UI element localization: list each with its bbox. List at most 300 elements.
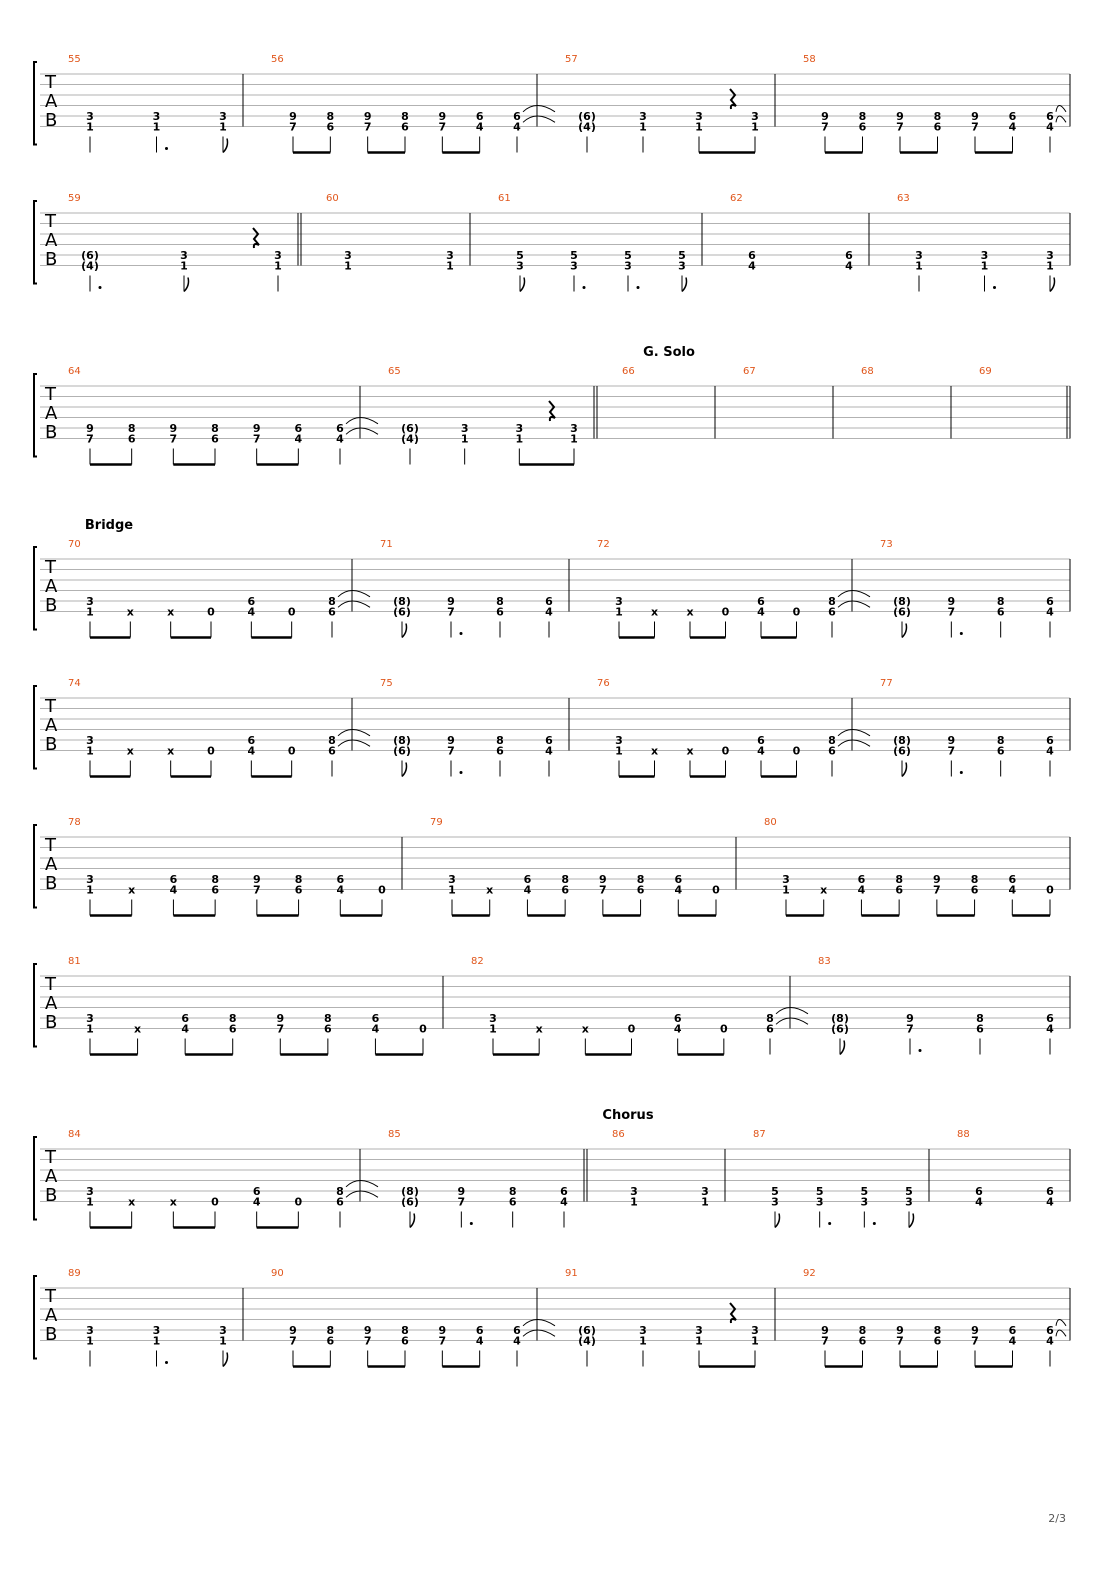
fret-number: (8) (893, 734, 911, 747)
fret-number: 6 (475, 1324, 484, 1337)
fret-number: 7 (896, 1334, 904, 1348)
fret-number: x (581, 1022, 589, 1036)
note-flag (223, 1353, 228, 1367)
fret-number: (6) (401, 1195, 419, 1209)
dot (583, 286, 586, 289)
fret-number: x (167, 605, 175, 619)
fret-number: 4 (1008, 1334, 1017, 1348)
measure-number: 80 (764, 817, 777, 828)
tab-clef-letter: A (45, 230, 58, 251)
fret-number: 7 (447, 605, 455, 619)
fret-number: 3 (615, 595, 623, 608)
fret-number: 6 (895, 883, 903, 897)
fret-number: (6) (831, 1022, 849, 1036)
fret-number: 1 (86, 1022, 94, 1036)
fret-number: 4 (294, 432, 303, 446)
fret-number: 6 (211, 432, 219, 446)
fret-number: 4 (513, 1334, 521, 1348)
fret-number: 6 (294, 422, 303, 435)
fret-number: 9 (252, 422, 261, 435)
fret-number: 1 (448, 883, 456, 897)
fret-number: 6 (328, 744, 336, 758)
fret-number: 4 (757, 744, 765, 758)
fret-number: 1 (152, 1334, 161, 1348)
tie-arc (838, 601, 870, 607)
tab-clef-letter: A (45, 1305, 58, 1326)
fret-number: 1 (695, 1334, 703, 1348)
measure-number: 60 (326, 193, 339, 204)
fret-number: 1 (86, 883, 94, 897)
tie-arc (523, 1330, 555, 1336)
note-flag (1050, 278, 1055, 292)
fret-number: 8 (496, 734, 504, 747)
fret-number: x (128, 883, 136, 897)
fret-number: 1 (86, 605, 94, 619)
measure-number: 55 (68, 54, 81, 65)
fret-number: 3 (448, 873, 456, 886)
fret-number: 0 (287, 605, 296, 619)
fret-number: 4 (252, 1195, 261, 1209)
fret-number: 1 (86, 1334, 94, 1348)
dot (960, 771, 963, 774)
section-title: Chorus (602, 1108, 654, 1123)
fret-number: x (167, 744, 175, 758)
fret-number: 9 (169, 422, 178, 435)
tab-clef-letter: B (45, 1324, 58, 1345)
fret-number: 0 (792, 744, 801, 758)
fret-number: 6 (371, 1012, 380, 1025)
fret-number: 3 (152, 110, 161, 123)
fret-number: 0 (792, 605, 801, 619)
tie-arc (523, 106, 555, 112)
fret-number: 0 (712, 883, 720, 897)
tab-clef-letter: T (45, 974, 56, 995)
fret-number: 0 (627, 1022, 636, 1036)
fret-number: 7 (896, 120, 904, 134)
tab-clef-letter: T (45, 211, 56, 232)
tie-arc (346, 1191, 378, 1197)
tab-clef-letter: T (45, 835, 56, 856)
fret-number: 1 (639, 120, 647, 134)
fret-number: 4 (169, 883, 178, 897)
fret-number: 3 (905, 1195, 913, 1209)
fret-number: 4 (513, 120, 521, 134)
fret-number: 9 (947, 595, 956, 608)
tab-clef-letter: A (45, 91, 58, 112)
fret-number: 6 (673, 1012, 682, 1025)
tie-arc (338, 601, 370, 607)
fret-number: 6 (933, 1334, 942, 1348)
fret-number: (8) (393, 734, 411, 747)
fret-number: 7 (276, 1022, 285, 1036)
fret-number: 8 (766, 1012, 774, 1025)
fret-number: 7 (438, 120, 447, 134)
measure-number: 88 (957, 1129, 970, 1140)
fret-number: 7 (363, 1334, 372, 1348)
dot (99, 286, 102, 289)
fret-number: 1 (86, 744, 94, 758)
measure-number: 65 (388, 366, 401, 377)
fret-number: 9 (933, 873, 941, 886)
measure-number: 70 (68, 539, 81, 550)
tab-clef-letter: T (45, 384, 56, 405)
fret-number: 5 (570, 249, 578, 262)
fret-number: x (535, 1022, 543, 1036)
fret-number: 8 (996, 595, 1005, 608)
fret-number: 1 (86, 120, 94, 134)
dot (165, 147, 168, 150)
fret-number: 8 (336, 1185, 344, 1198)
fret-number: 3 (624, 259, 632, 273)
measure-number: 56 (271, 54, 284, 65)
tie-arc (838, 740, 870, 746)
fret-number: 6 (228, 1022, 237, 1036)
fret-number: 6 (326, 120, 335, 134)
fret-number: 6 (252, 1185, 261, 1198)
fret-number: 4 (1008, 120, 1017, 134)
measure-number: 67 (743, 366, 756, 377)
fret-number: 4 (748, 259, 756, 273)
staff-system (34, 54, 1070, 153)
note-flag (410, 1214, 415, 1228)
section-title: G. Solo (643, 345, 695, 360)
measure-number: 90 (271, 1268, 284, 1279)
fret-number: 7 (821, 120, 829, 134)
fret-number: 9 (896, 1324, 904, 1337)
dot (460, 771, 463, 774)
section-title: Bridge (84, 518, 134, 533)
fret-number: 8 (324, 1012, 332, 1025)
fret-number: 9 (599, 873, 607, 886)
measure-number: 68 (861, 366, 874, 377)
fret-number: 3 (751, 110, 759, 123)
system-bracket (34, 1137, 37, 1220)
fret-number: 5 (771, 1185, 779, 1198)
fret-number: 6 (545, 595, 553, 608)
tie-arc (346, 428, 378, 434)
fret-number: 4 (475, 120, 484, 134)
tie-arc (338, 591, 370, 597)
fret-number: 1 (460, 432, 469, 446)
fret-number: 9 (86, 422, 94, 435)
fret-number: 6 (401, 1334, 409, 1348)
fret-number: 3 (515, 422, 524, 435)
fret-number: 7 (363, 120, 372, 134)
fret-number: 4 (857, 883, 866, 897)
tab-clef-letter: B (45, 873, 58, 894)
fret-number: 8 (858, 110, 867, 123)
fret-number: 6 (857, 873, 866, 886)
fret-number: (4) (81, 259, 99, 273)
fret-number: x (128, 1195, 136, 1209)
dot (460, 632, 463, 635)
fret-number: 6 (1046, 1324, 1054, 1337)
fret-number: 3 (152, 1324, 161, 1337)
fret-number: 8 (326, 1324, 335, 1337)
fret-number: 3 (219, 1324, 227, 1337)
fret-number: 8 (228, 1012, 237, 1025)
fret-number: 6 (336, 422, 344, 435)
fret-number: 8 (401, 1324, 409, 1337)
system-bracket (34, 62, 37, 145)
fret-number: 6 (247, 595, 256, 608)
fret-number: (6) (393, 605, 411, 619)
fret-number: 6 (976, 1022, 984, 1036)
fret-number: 7 (438, 1334, 447, 1348)
fret-number: 6 (1046, 1185, 1054, 1198)
fret-number: 1 (782, 883, 790, 897)
fret-number: 3 (915, 249, 923, 262)
staff-system (34, 193, 1070, 292)
fret-number: (6) (401, 422, 419, 435)
fret-number: 3 (639, 1324, 647, 1337)
fret-number: (8) (401, 1185, 419, 1198)
fret-number: 9 (289, 1324, 297, 1337)
measure-number: 87 (753, 1129, 766, 1140)
fret-number: 3 (751, 1324, 759, 1337)
fret-number: 6 (933, 120, 942, 134)
fret-number: 8 (328, 734, 336, 747)
note-flag (184, 278, 189, 292)
fret-number: 9 (253, 873, 261, 886)
tab-clef-letter: A (45, 576, 58, 597)
tab-clef-letter: B (45, 1185, 58, 1206)
tab-clef-letter: B (45, 1012, 58, 1033)
dot (873, 1222, 876, 1225)
measure-number: 62 (730, 193, 743, 204)
fret-number: 6 (545, 734, 553, 747)
fret-number: 8 (496, 595, 504, 608)
measure-number: 92 (803, 1268, 816, 1279)
fret-number: 0 (419, 1022, 427, 1036)
fret-number: 7 (821, 1334, 829, 1348)
note-flag (682, 278, 687, 292)
fret-number: 6 (1046, 734, 1054, 747)
tie-arc (838, 730, 870, 736)
measure-number: 75 (380, 678, 393, 689)
fret-number: 1 (570, 432, 578, 446)
fret-number: 4 (1046, 605, 1054, 619)
measure-number: 59 (68, 193, 81, 204)
fret-number: 7 (457, 1195, 466, 1209)
fret-number: 3 (771, 1195, 779, 1209)
fret-number: 8 (828, 595, 836, 608)
fret-number: 9 (896, 110, 904, 123)
fret-number: 3 (446, 249, 454, 262)
fret-number: 6 (211, 883, 219, 897)
fret-number: 8 (933, 110, 942, 123)
fret-number: 3 (489, 1012, 497, 1025)
note-flag (520, 278, 525, 292)
tie-arc (1056, 1330, 1066, 1336)
fret-number: 6 (336, 873, 345, 886)
fret-number: 4 (975, 1195, 983, 1209)
fret-number: 3 (516, 259, 524, 273)
tie-arc (346, 1181, 378, 1187)
staff-system (34, 345, 1070, 465)
fret-number: 6 (401, 120, 409, 134)
fret-number: x (486, 883, 494, 897)
fret-number: 8 (976, 1012, 984, 1025)
fret-number: (6) (578, 110, 596, 123)
tie-arc (1056, 1320, 1066, 1326)
fret-number: (6) (393, 744, 411, 758)
fret-number: 7 (933, 883, 941, 897)
tab-clef-letter: A (45, 993, 58, 1014)
fret-number: 6 (1008, 873, 1017, 886)
fret-number: 9 (971, 1324, 979, 1337)
fret-number: x (686, 605, 694, 619)
fret-number: 9 (821, 1324, 829, 1337)
tab-clef-letter: B (45, 734, 58, 755)
fret-number: 8 (401, 110, 409, 123)
note-flag (223, 139, 228, 153)
quarter-rest (730, 89, 736, 109)
staff-system (34, 678, 1070, 777)
fret-number: 6 (858, 120, 867, 134)
fret-number: 4 (1046, 1334, 1054, 1348)
measure-number: 76 (597, 678, 610, 689)
measure-number: 84 (68, 1129, 81, 1140)
measure-number: 86 (612, 1129, 625, 1140)
note-flag (902, 763, 907, 777)
fret-number: 6 (858, 1334, 867, 1348)
fret-number: x (820, 883, 828, 897)
fret-number: 6 (636, 883, 645, 897)
fret-number: 7 (289, 120, 297, 134)
tab-clef-letter: B (45, 249, 58, 270)
fret-number: 6 (127, 432, 136, 446)
fret-number: 6 (560, 1185, 568, 1198)
tie-arc (346, 418, 378, 424)
fret-number: 4 (1046, 1195, 1054, 1209)
measure-number: 77 (880, 678, 893, 689)
fret-number: 8 (294, 873, 303, 886)
fret-number: 0 (378, 883, 386, 897)
fret-number: 6 (757, 734, 765, 747)
fret-number: 6 (475, 110, 484, 123)
tie-arc (338, 740, 370, 746)
fret-number: 4 (674, 883, 683, 897)
fret-number: 7 (253, 883, 261, 897)
fret-number: 6 (1008, 110, 1017, 123)
fret-number: 1 (489, 1022, 497, 1036)
measure-number: 85 (388, 1129, 401, 1140)
fret-number: (6) (893, 744, 911, 758)
fret-number: 7 (906, 1022, 914, 1036)
fret-number: 6 (496, 605, 504, 619)
fret-number: 3 (860, 1195, 869, 1209)
fret-number: 0 (1046, 883, 1054, 897)
measure-number: 66 (622, 366, 635, 377)
page-number: 2/3 (1048, 1512, 1066, 1525)
fret-number: 4 (1046, 744, 1054, 758)
fret-number: (6) (578, 1324, 596, 1337)
fret-number: 6 (1046, 595, 1054, 608)
fret-number: 0 (720, 1022, 728, 1036)
system-bracket (34, 686, 37, 769)
measure-number: 73 (880, 539, 893, 550)
fret-number: 1 (980, 259, 989, 273)
fret-number: 0 (721, 605, 730, 619)
fret-number: 1 (639, 1334, 647, 1348)
fret-number: 6 (523, 873, 532, 886)
tie-arc (1056, 116, 1066, 122)
measure-number: 89 (68, 1268, 81, 1279)
fret-number: 6 (336, 1195, 344, 1209)
tab-clef-letter: A (45, 715, 58, 736)
fret-number: 5 (860, 1185, 869, 1198)
fret-number: 8 (328, 595, 336, 608)
dot (828, 1222, 831, 1225)
quarter-rest (730, 1303, 736, 1323)
fret-number: 3 (782, 873, 790, 886)
fret-number: 3 (86, 734, 94, 747)
fret-number: 9 (447, 734, 455, 747)
tie-arc (838, 591, 870, 597)
fret-number: 7 (971, 120, 979, 134)
tie-arc (776, 1008, 808, 1014)
fret-number: 6 (169, 873, 178, 886)
measure-number: 69 (979, 366, 992, 377)
tab-clef-letter: T (45, 696, 56, 717)
fret-number: 4 (545, 605, 553, 619)
fret-number: 6 (996, 605, 1005, 619)
fret-number: 9 (276, 1012, 285, 1025)
fret-number: 3 (570, 259, 578, 273)
fret-number: 3 (615, 734, 623, 747)
measure-number: 91 (565, 1268, 578, 1279)
fret-number: 9 (971, 110, 979, 123)
fret-number: 8 (561, 873, 569, 886)
staff-system (34, 817, 1070, 916)
measure-number: 58 (803, 54, 816, 65)
fret-number: 8 (970, 873, 979, 886)
fret-number: 6 (748, 249, 756, 262)
fret-number: 6 (247, 734, 256, 747)
tie-arc (523, 1320, 555, 1326)
fret-number: 1 (86, 1195, 94, 1209)
fret-number: 7 (86, 432, 94, 446)
fret-number: 9 (363, 1324, 372, 1337)
fret-number: 3 (980, 249, 989, 262)
measure-number: 71 (380, 539, 393, 550)
fret-number: 0 (211, 1195, 219, 1209)
fret-number: 1 (274, 259, 282, 273)
fret-number: 4 (1046, 120, 1054, 134)
dot (919, 1049, 922, 1052)
fret-number: 6 (1008, 1324, 1017, 1337)
measure-number: 83 (818, 956, 831, 967)
fret-number: 7 (169, 432, 178, 446)
fret-number: 5 (905, 1185, 913, 1198)
fret-number: (6) (81, 249, 99, 262)
fret-number: 8 (211, 422, 219, 435)
tab-clef-letter: A (45, 1166, 58, 1187)
fret-number: 7 (971, 1334, 979, 1348)
fret-number: (4) (401, 432, 419, 446)
note-flag (840, 1041, 845, 1055)
fret-number: 6 (328, 605, 336, 619)
measure-number: 72 (597, 539, 610, 550)
fret-number: 8 (211, 873, 219, 886)
measure-number: 82 (471, 956, 484, 967)
fret-number: 3 (86, 595, 94, 608)
measure-number: 61 (498, 193, 511, 204)
note-flag (909, 1214, 914, 1228)
fret-number: 7 (599, 883, 607, 897)
fret-number: 4 (1008, 883, 1017, 897)
